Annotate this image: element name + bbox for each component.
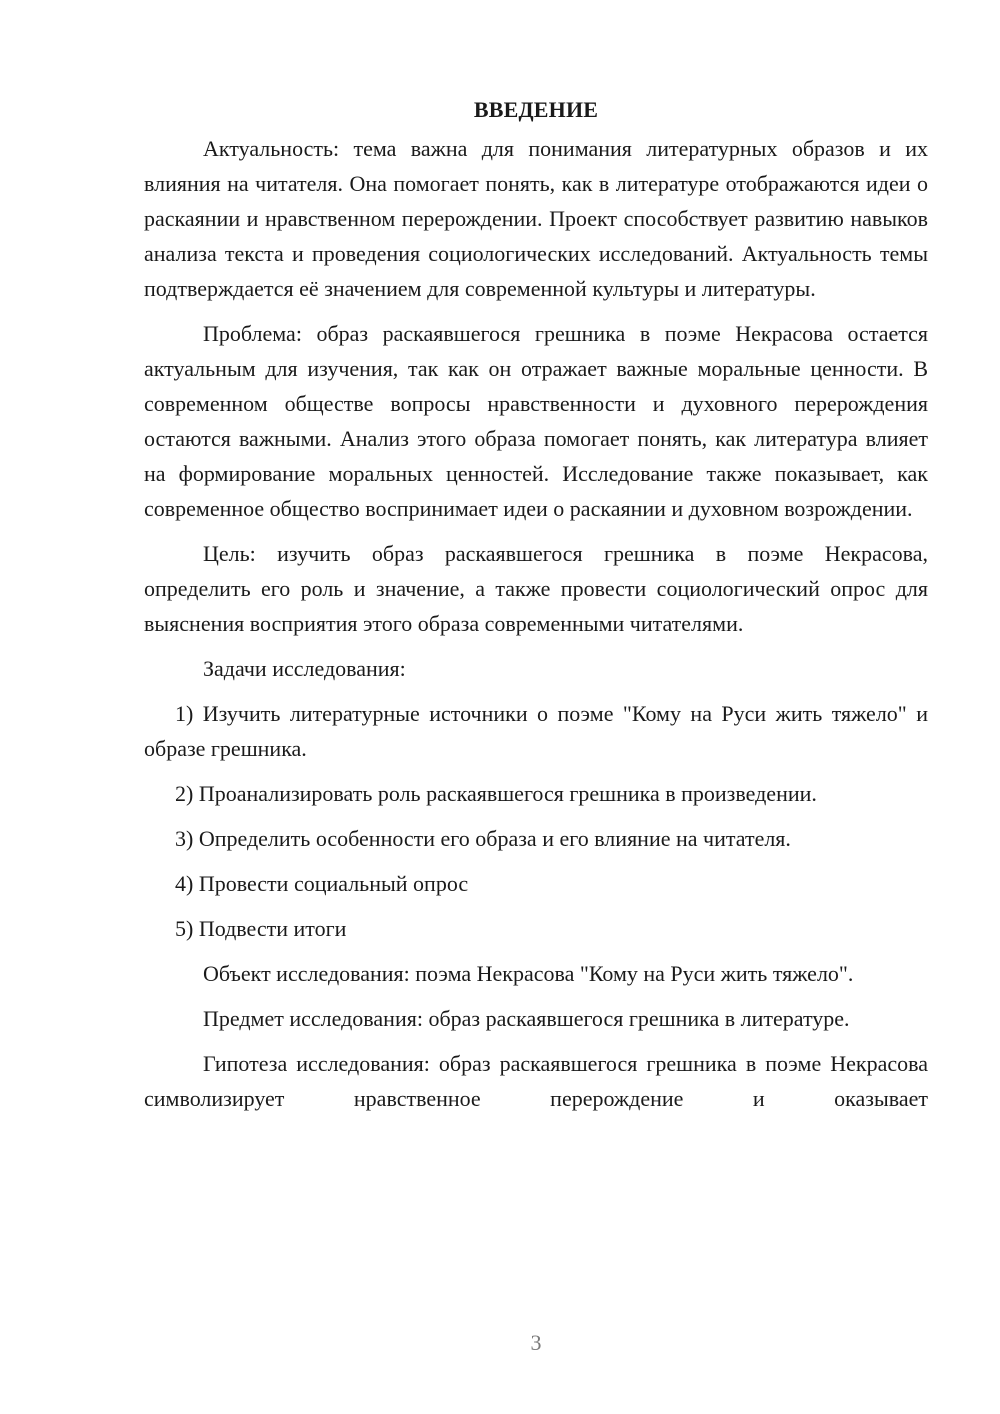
subject-paragraph: Предмет исследования: образ раскаявшегося грешника в литературе. xyxy=(203,1006,850,1031)
goal-paragraph: Цель: изучить образ раскаявшегося грешника в поэме Некрасова, определить его роль и значение, а также провести социологический опрос для выяснения восприятия этого образа современными читателями. xyxy=(144,541,928,636)
list-item: 2) Проанализировать роль раскаявшегося грешника в произведении. xyxy=(175,781,817,806)
tasks-heading: Задачи исследования: xyxy=(203,656,406,681)
problem-paragraph: Проблема: образ раскаявшегося грешника в поэме Некрасова остается актуальным для изучения, так как он отражает важные моральные ценности. В современном обществе вопросы нравственности и духовного перерождения остаются важными. Анализ этого образа помогает понять, как литература влияет на формирование моральных ценностей. Исследование также показывает, как современное общество воспринимает идеи о раскаянии и духовном возрождении. xyxy=(144,321,928,521)
tasks-list xyxy=(144,696,928,946)
relevance-paragraph: Актуальность: тема важна для понимания литературных образов и их влияния на читателя. Она помогает понять, как в литературе отображаются идеи о раскаянии и нравственном перерождении. Проект способствует развитию навыков анализа текста и проведения социологических исследований. Актуальность темы подтверждается её значением для современной культуры и литературы. xyxy=(144,136,928,301)
document-page xyxy=(144,92,928,1116)
list-item: 4) Провести социальный опрос xyxy=(175,871,469,896)
list-item: 3) Определить особенности его образа и его влияние на читателя. xyxy=(175,826,791,851)
object-paragraph: Объект исследования: поэма Некрасова "Кому на Руси жить тяжело". xyxy=(203,961,854,986)
hypothesis-paragraph: Гипотеза исследования: образ раскаявшегося грешника в поэме Некрасова символизирует нравственное перерождение и оказывает xyxy=(144,1051,928,1111)
list-item: 1) Изучить литературные источники о поэме "Кому на Руси жить тяжело" и образе грешника. xyxy=(144,701,928,761)
section-heading: ВВЕДЕНИЕ xyxy=(473,97,599,122)
list-item: 5) Подвести итоги xyxy=(175,916,347,941)
page-number: 3 xyxy=(530,1330,542,1355)
